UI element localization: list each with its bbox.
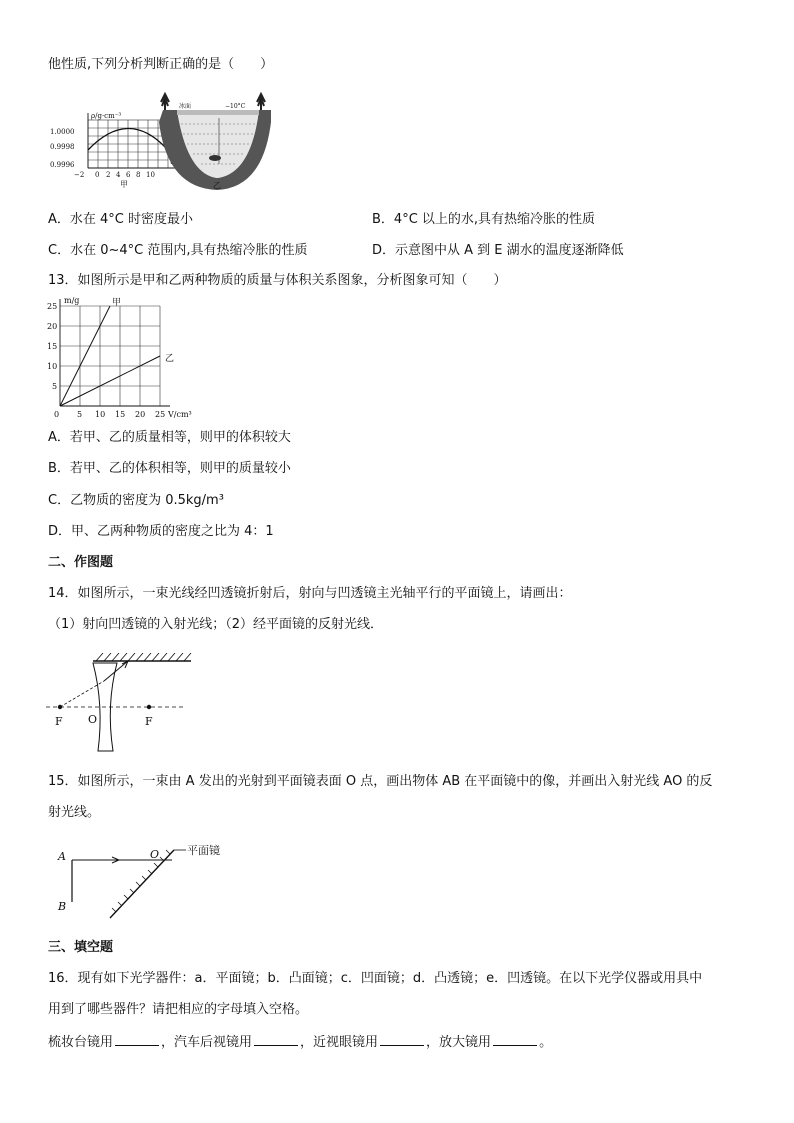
q16-stem-continued: 用到了哪些器件？请把相应的字母填入空格。 <box>48 1002 309 1017</box>
fill-text: 梳妆台镜用 <box>48 1035 114 1050</box>
chart-xlabel: V/cm³ <box>168 410 192 419</box>
fig-a-ytick: 0.9996 <box>50 161 75 169</box>
x-tick-label: 20 <box>135 410 146 419</box>
mirror-label: 平面镜 <box>187 844 220 857</box>
q16-fill-line <box>48 1032 552 1052</box>
section-heading: 三、填空题 <box>48 940 114 955</box>
lake-ice-label: 冰面 <box>179 103 192 110</box>
fig-a-ylabel: ρ/g·cm⁻³ <box>91 112 122 120</box>
fill-text: 。 <box>539 1035 553 1050</box>
y-tick-label: 25 <box>47 302 58 311</box>
label-o: O <box>88 713 98 726</box>
lake-temp-label: −10°C <box>225 103 246 110</box>
fig-a-xtick: 6 <box>126 171 131 179</box>
fig-a-xtick: 2 <box>106 171 111 179</box>
series-label: 甲 <box>112 298 122 308</box>
q13-option-a: A．若甲、乙的质量相等，则甲的体积较大 <box>48 430 291 445</box>
fig-a-xtick: 0 <box>95 171 100 179</box>
fill-text: ，近视眼镜用 <box>300 1035 379 1050</box>
focal-point <box>147 705 151 709</box>
x-tick-label: 5 <box>77 410 83 419</box>
lake-diagram <box>155 92 277 192</box>
q14-stem: 14．如图所示，一束光线经凹透镜折射后，射向与凹透镜主光轴平行的平面镜上，请画出： <box>48 586 572 601</box>
fig-a-caption: 甲 <box>120 180 128 189</box>
y-tick-label: 20 <box>47 322 58 331</box>
q12-option-d: D．示意图中从 A 到 E 湖水的温度逐渐降低 <box>372 243 624 258</box>
q13-option-c: C．乙物质的密度为 0.5kg/m³ <box>48 493 224 508</box>
y-tick-label: 5 <box>52 382 58 391</box>
series-line <box>60 356 160 406</box>
plane-mirror-diagram <box>52 840 252 924</box>
q12-option-c: C．水在 0~4°C 范围内,具有热缩冷胀的性质 <box>48 243 308 258</box>
concave-lens-diagram <box>46 645 196 757</box>
answer-blank[interactable] <box>115 1032 159 1046</box>
q12-stem: 他性质,下列分析判断正确的是（ ） <box>48 57 274 72</box>
series-line <box>60 306 110 406</box>
series-label: 乙 <box>165 354 175 364</box>
chart-ylabel: m/g <box>64 296 80 305</box>
section-heading: 二、作图题 <box>48 555 114 570</box>
y-tick-label: 10 <box>47 362 58 371</box>
q15-stem-continued: 射光线。 <box>48 805 101 820</box>
x-tick-label: 25 <box>155 410 166 419</box>
fig-a-xtick: 10 <box>146 171 155 179</box>
q16-stem: 16．现有如下光学器件：a．平面镜；b．凸面镜；c．凹面镜；d．凸透镜；e．凹透镜。在以下光学仪器或用具中 <box>48 971 703 986</box>
q15-stem: 15．如图所示，一束由 A 发出的光射到平面镜表面 O 点，画出物体 AB 在平面镜中的像，并画出入射光线 AO 的反 <box>48 774 713 789</box>
label-b: B <box>58 900 67 913</box>
label-o: O <box>150 848 160 861</box>
fig-a-xtick: 4 <box>116 171 121 179</box>
x-tick-label: 15 <box>115 410 126 419</box>
q13-stem: 13．如图所示是甲和乙两种物质的质量与体积关系图象，分析图象可知（ ） <box>48 273 507 288</box>
x-tick-label: 10 <box>95 410 106 419</box>
q12-option-a: A．水在 4°C 时密度最小 <box>48 212 194 227</box>
chart-origin: 0 <box>54 410 60 419</box>
q12-option-b: B．4°C 以上的水,具有热缩冷胀的性质 <box>372 212 596 227</box>
q14-sub: （1）射向凹透镜的入射光线；（2）经平面镜的反射光线． <box>48 617 384 632</box>
q13-option-b: B．若甲、乙的体积相等，则甲的质量较小 <box>48 461 291 476</box>
fig-a-xtick: 8 <box>136 171 141 179</box>
fill-text: ，汽车后视镜用 <box>161 1035 253 1050</box>
fig-a-xtick: −2 <box>74 171 85 179</box>
y-tick-label: 15 <box>47 342 58 351</box>
label-f-left: F <box>55 715 63 728</box>
label-a: A <box>58 850 66 863</box>
q13-option-d: D．甲、乙两种物质的密度之比为 4：1 <box>48 524 274 539</box>
answer-blank[interactable] <box>493 1032 537 1046</box>
answer-blank[interactable] <box>254 1032 298 1046</box>
fill-text: ，放大镜用 <box>426 1035 492 1050</box>
label-f-right: F <box>145 715 153 728</box>
fig-b-caption: 乙 <box>213 181 221 190</box>
focal-point <box>58 705 62 709</box>
fig-a-ytick: 0.9998 <box>50 143 75 151</box>
mass-volume-chart <box>40 293 200 423</box>
fig-a-ytick: 1.0000 <box>50 128 75 136</box>
answer-blank[interactable] <box>380 1032 424 1046</box>
